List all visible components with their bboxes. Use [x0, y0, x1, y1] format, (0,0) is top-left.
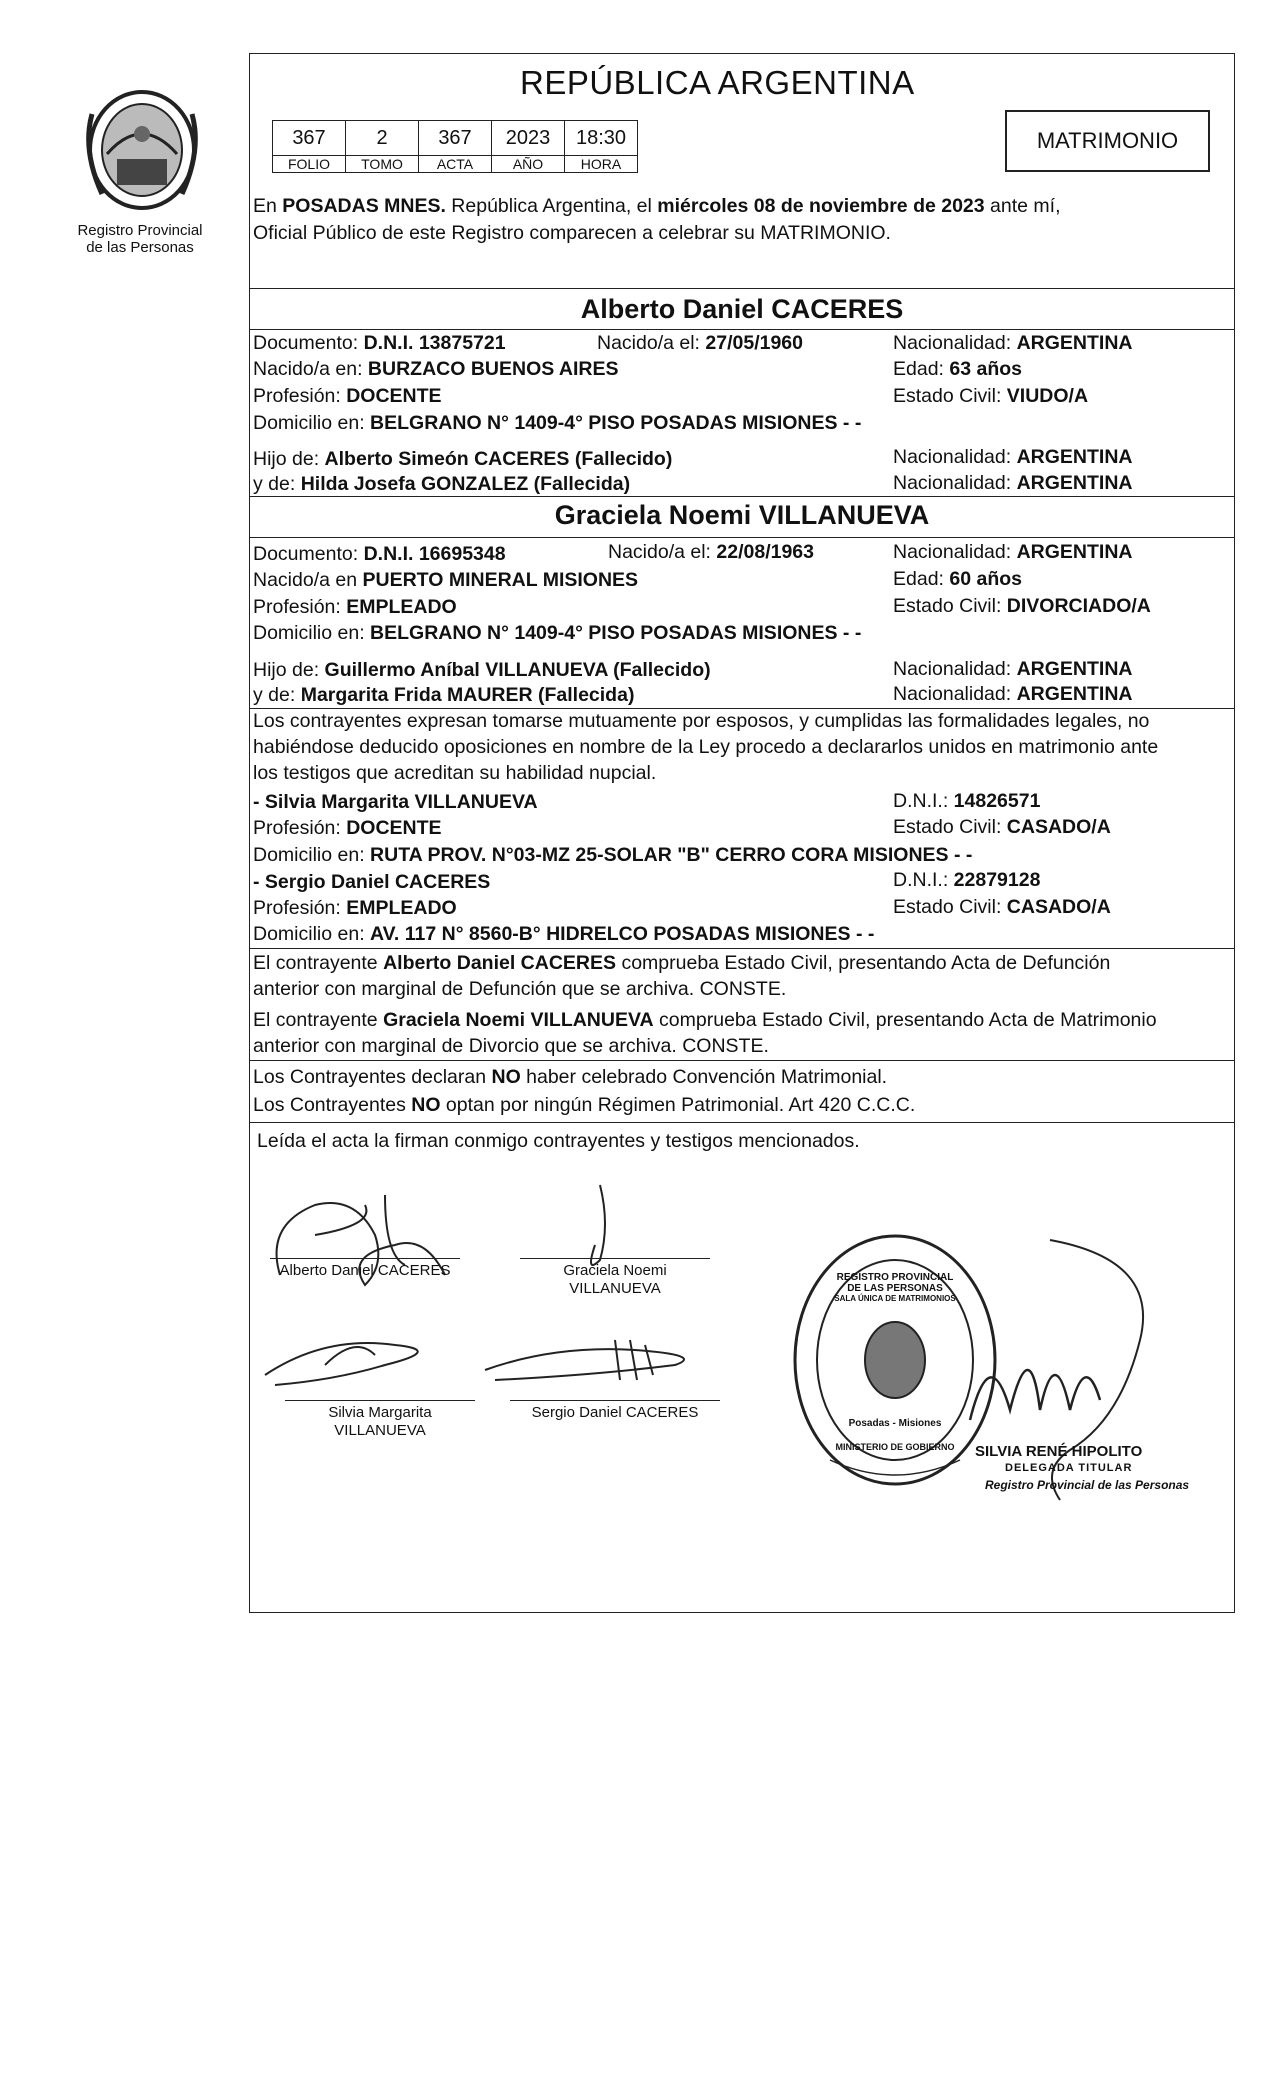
value: ARGENTINA [1016, 446, 1133, 468]
bold: NO [491, 1066, 521, 1088]
value: DIVORCIADO/A [1006, 595, 1151, 617]
official-signature-scribble [960, 1220, 1190, 1520]
spouse1-mother [253, 471, 630, 497]
signature-caption-3 [285, 1404, 475, 1440]
value: D.N.I. 13875721 [363, 332, 506, 354]
seal-ministry-text: MINISTERIO DE GOBIERNO [835, 1442, 955, 1452]
caption-line: Silvia Margarita [328, 1404, 432, 1421]
intro-date: miércoles 08 de noviembre de 2023 [657, 195, 985, 217]
value: PUERTO MINERAL MISIONES [362, 569, 639, 591]
rest: optan por ningún Régimen Patrimonial. Art 420 C.C.C. [440, 1094, 916, 1116]
signature-caption-4: Sergio Daniel CACERES [531, 1404, 699, 1421]
folio-value: 367 [273, 121, 346, 156]
label: Edad: [893, 568, 950, 590]
value: EMPLEADO [346, 596, 457, 618]
rest: comprueba Estado Civil, presentando Acta de Defunción [616, 952, 1111, 974]
seal-ring-text: REGISTRO PROVINCIAL DE LAS PERSONAS [836, 1272, 954, 1294]
label: Nacionalidad: [893, 541, 1017, 563]
spouse1-nationality [893, 330, 1133, 356]
value: ARGENTINA [1016, 472, 1133, 494]
label: D.N.I.: [893, 869, 954, 891]
label: Nacido/a el: [597, 332, 706, 354]
spouse2-address [253, 620, 861, 646]
sig1-stroke [315, 1195, 405, 1265]
signature-line [520, 1258, 710, 1259]
spouse1-name: Alberto Daniel CACERES [580, 294, 904, 324]
value: Hilda Josefa GONZALEZ (Fallecida) [300, 473, 631, 495]
value: Guillermo Aníbal VILLANUEVA (Fallecido) [324, 659, 711, 681]
sig3-stroke [265, 1343, 418, 1385]
name: Graciela Noemi VILLANUEVA [383, 1009, 654, 1031]
spouse2-nationality [893, 539, 1133, 565]
spouse1-born-date [597, 330, 803, 356]
rest: comprueba Estado Civil, presentando Acta de Matrimonio [653, 1009, 1157, 1031]
spouse2-mother [253, 682, 634, 708]
bold: NO [411, 1094, 441, 1116]
value: 60 años [949, 568, 1023, 590]
sig4-stroke [485, 1349, 684, 1380]
label: Documento: [253, 332, 364, 354]
witness1-address [253, 842, 972, 868]
caption-line: VILLANUEVA [569, 1280, 661, 1297]
value: D.N.I. 16695348 [363, 543, 506, 565]
value: VIUDO/A [1006, 385, 1089, 407]
coat-of-arms-icon [72, 84, 212, 214]
witness2-profession [253, 895, 457, 921]
year-label: AÑO [492, 156, 565, 173]
civil-status-p1-line1 [253, 950, 1110, 976]
hour-value: 18:30 [565, 121, 638, 156]
witness2-civil-status [893, 894, 1111, 920]
label: Profesión: [253, 897, 347, 919]
label: y de: [253, 473, 301, 495]
spouse2-birthplace [253, 567, 638, 593]
intro-mid: República Argentina, el [445, 195, 658, 217]
logo-caption-line1: Registro Provincial [77, 222, 203, 239]
value: 63 años [949, 358, 1023, 380]
official-org: Registro Provincial de las Personas [985, 1478, 1190, 1492]
hour-label: HORA [565, 156, 638, 173]
prefix: El contrayente [253, 1009, 384, 1031]
label: Domicilio en: [253, 412, 371, 434]
label: Profesión: [253, 596, 347, 618]
spouse2-document [253, 541, 506, 567]
label: y de: [253, 684, 301, 706]
witness1-civil-status [893, 814, 1111, 840]
spouse1-father-nationality [893, 444, 1133, 470]
seal-inner-text: SALA ÚNICA DE MATRIMONIOS [834, 1294, 956, 1303]
tomo-value: 2 [346, 121, 419, 156]
label: Hijo de: [253, 659, 325, 681]
signature-line [510, 1400, 720, 1401]
value: BELGRANO N° 1409-4° PISO POSADAS MISIONES - - [370, 622, 862, 644]
value: DOCENTE [346, 817, 442, 839]
value: DOCENTE [346, 385, 442, 407]
witness1-name: - Silvia Margarita VILLANUEVA [253, 791, 538, 813]
declaration-line1: Los contrayentes expresan tomarse mutuamente por esposos, y cumplidas las formalidades legales, no [253, 710, 1150, 732]
witness1-profession [253, 815, 442, 841]
divider [249, 948, 1235, 949]
spouse1-document [253, 330, 506, 356]
spouse2-name: Graciela Noemi VILLANUEVA [554, 500, 930, 530]
value: ARGENTINA [1016, 332, 1133, 354]
signature-line [285, 1400, 475, 1401]
label: Profesión: [253, 385, 347, 407]
acta-value: 367 [419, 121, 492, 156]
label: D.N.I.: [893, 790, 954, 812]
logo-caption [50, 222, 230, 256]
divider [249, 1060, 1235, 1061]
witness2-address [253, 921, 874, 947]
label: Nacido/a el: [608, 541, 717, 563]
spouse1-address [253, 410, 861, 436]
witness2-dni [893, 867, 1040, 893]
sig4-stroke [615, 1340, 653, 1380]
civil-status-p1-line2: anterior con marginal de Defunción que se archiva. CONSTE. [253, 978, 787, 1000]
spouse1-profession [253, 383, 442, 409]
label: Hijo de: [253, 448, 325, 470]
acta-label: ACTA [419, 156, 492, 173]
value: BURZACO BUENOS AIRES [367, 358, 619, 380]
spouse1-birthplace [253, 356, 619, 382]
value: Margarita Frida MAURER (Fallecida) [300, 684, 635, 706]
spouse1-age [893, 356, 1022, 382]
name: Alberto Daniel CACERES [383, 952, 617, 974]
label: Edad: [893, 358, 950, 380]
value: CASADO/A [1006, 816, 1111, 838]
value: BELGRANO N° 1409-4° PISO POSADAS MISIONES - - [370, 412, 862, 434]
label: Estado Civil: [893, 595, 1007, 617]
value: RUTA PROV. N°03-MZ 25-SOLAR "B" CERRO CORA MISIONES - - [370, 844, 973, 866]
spouse1-mother-nationality [893, 470, 1133, 496]
year-value: 2023 [492, 121, 565, 156]
label: Estado Civil: [893, 896, 1007, 918]
signature-line [270, 1258, 460, 1259]
intro-place: POSADAS MNES. [282, 195, 446, 217]
label: Estado Civil: [893, 816, 1007, 838]
declaration-line3: los testigos que acreditan su habilidad nupcial. [253, 762, 657, 784]
rest: haber celebrado Convención Matrimonial. [520, 1066, 888, 1088]
logo-caption-line2: de las Personas [86, 239, 194, 256]
label: Nacido/a en [253, 569, 363, 591]
spouse2-mother-nationality [893, 681, 1133, 707]
value: 27/05/1960 [705, 332, 804, 354]
caption-line: Graciela Noemi [563, 1262, 667, 1279]
label: Domicilio en: [253, 923, 371, 945]
spouse1-civil-status [893, 383, 1088, 409]
document-type-box: MATRIMONIO [1005, 110, 1210, 172]
label: Estado Civil: [893, 385, 1007, 407]
sig2-stroke [591, 1185, 605, 1265]
official-name: SILVIA RENÉ HIPOLITO [975, 1443, 1143, 1460]
value: Alberto Simeón CACERES (Fallecido) [324, 448, 673, 470]
intro-prefix: En [253, 195, 283, 217]
witness1-dni [893, 788, 1040, 814]
spouse2-profession [253, 594, 457, 620]
spouse1-father [253, 446, 672, 472]
value: ARGENTINA [1016, 683, 1133, 705]
civil-status-p2-line2: anterior con marginal de Divorcio que se archiva. CONSTE. [253, 1035, 769, 1057]
label: Nacionalidad: [893, 446, 1017, 468]
intro-suffix: ante mí, [984, 195, 1061, 217]
divider [249, 537, 1235, 538]
label: Profesión: [253, 817, 347, 839]
convention-line1 [253, 1064, 887, 1090]
spouse2-father-nationality [893, 656, 1133, 682]
label: Nacionalidad: [893, 332, 1017, 354]
divider [249, 288, 1235, 289]
value: ARGENTINA [1016, 541, 1133, 563]
value: 14826571 [953, 790, 1041, 812]
divider [249, 1122, 1235, 1123]
country-title: REPÚBLICA ARGENTINA [520, 64, 915, 101]
closing-statement: Leída el acta la firman conmigo contrayentes y testigos mencionados. [257, 1130, 860, 1152]
value: 22879128 [953, 869, 1041, 891]
prefix: Los Contrayentes declaran [253, 1066, 492, 1088]
signature-caption-2 [520, 1262, 710, 1298]
prefix: El contrayente [253, 952, 384, 974]
label: Domicilio en: [253, 844, 371, 866]
official-title: DELEGADA TITULAR [1005, 1462, 1133, 1474]
coat-of-arms-logo [72, 84, 212, 214]
label: Nacido/a en: [253, 358, 368, 380]
convention-line2 [253, 1092, 915, 1118]
intro-line2: Oficial Público de este Registro comparecen a celebrar su MATRIMONIO. [253, 222, 891, 244]
declaration-line2: habiéndose deducido oposiciones en nombre de la Ley procedo a declararlos unidos en matrimonio ante [253, 736, 1159, 758]
value: EMPLEADO [346, 897, 457, 919]
spouse2-civil-status [893, 593, 1151, 619]
seal-bottom-text: Posadas - Misiones [848, 1418, 942, 1429]
label: Nacionalidad: [893, 472, 1017, 494]
value: AV. 117 N° 8560-B° HIDRELCO POSADAS MISIONES - - [370, 923, 875, 945]
label: Nacionalidad: [893, 658, 1017, 680]
spouse2-age [893, 566, 1022, 592]
official-sig-stroke [1050, 1240, 1143, 1500]
caption-line: VILLANUEVA [334, 1422, 426, 1439]
value: ARGENTINA [1016, 658, 1133, 680]
civil-status-p2-line1 [253, 1007, 1157, 1033]
label: Documento: [253, 543, 364, 565]
tomo-label: TOMO [346, 156, 419, 173]
official-sig-stroke [970, 1370, 1100, 1420]
folio-label: FOLIO [273, 156, 346, 173]
signature-caption-1: Alberto Daniel CACERES [279, 1262, 451, 1279]
sig3-stroke [325, 1347, 375, 1365]
intro-line1 [253, 193, 1061, 219]
registry-table [272, 120, 638, 173]
divider [249, 496, 1235, 497]
witness2-name: - Sergio Daniel CACERES [253, 871, 491, 893]
spouse2-born-date [608, 539, 814, 565]
value: CASADO/A [1006, 896, 1111, 918]
prefix: Los Contrayentes [253, 1094, 412, 1116]
label: Nacionalidad: [893, 683, 1017, 705]
spouse2-father [253, 657, 711, 683]
label: Domicilio en: [253, 622, 371, 644]
value: 22/08/1963 [716, 541, 815, 563]
